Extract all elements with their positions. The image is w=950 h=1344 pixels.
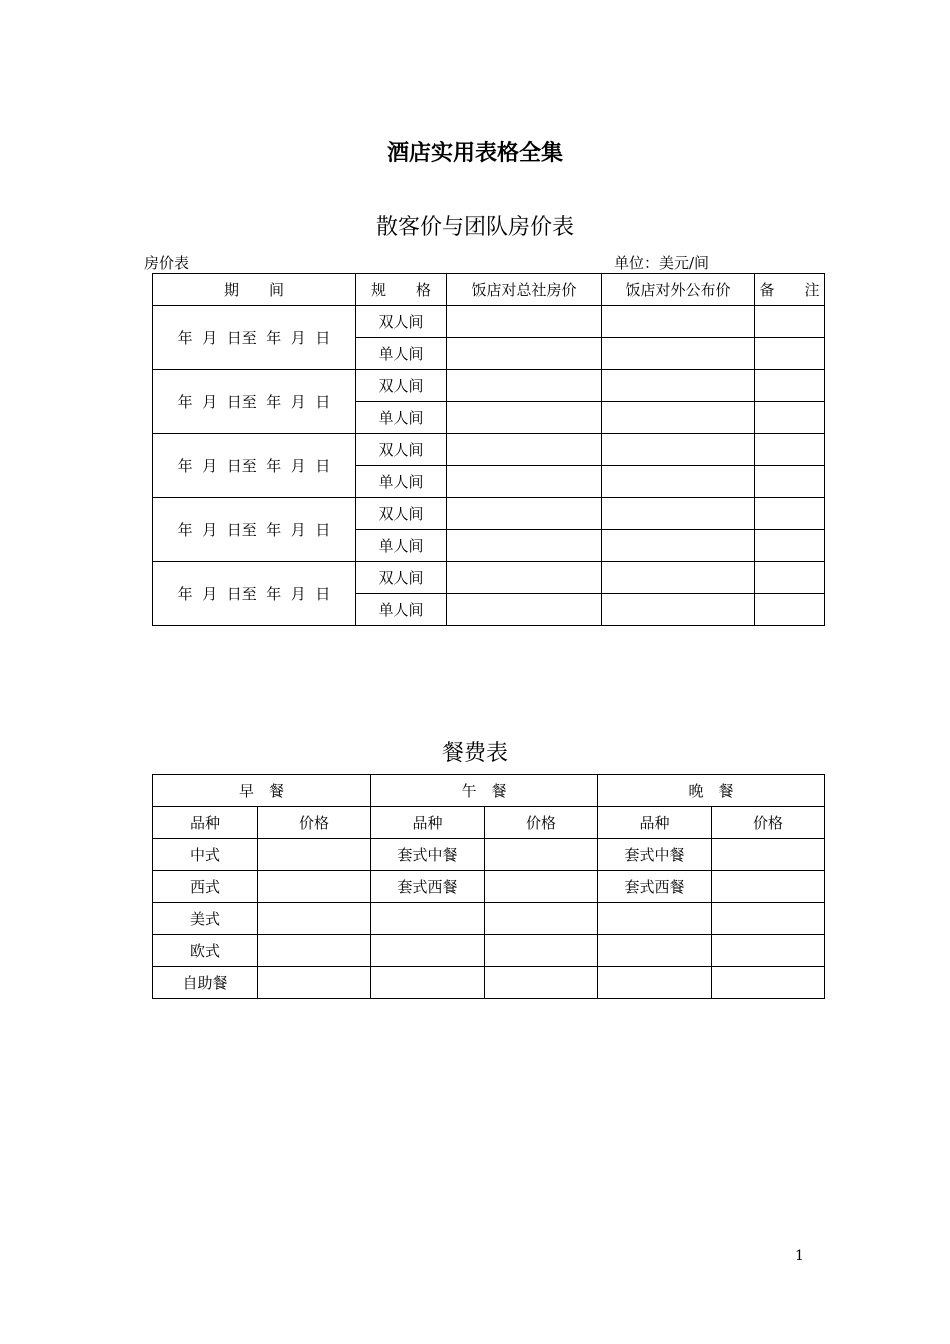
agency-rate-cell[interactable] [447,594,602,626]
breakfast-price-cell[interactable] [258,839,371,871]
subheader-price: 价格 [485,807,598,839]
published-rate-cell[interactable] [602,434,755,466]
lunch-price-cell[interactable] [485,871,598,903]
table-row [153,306,825,338]
header-remarks: 备 注 [755,274,825,306]
table-row [153,839,825,871]
period-cell[interactable]: 年 月 日至 年 月 日 [153,498,356,562]
room-type-cell: 双人间 [356,306,447,338]
room-type-cell: 单人间 [356,466,447,498]
meal-fee-table [152,774,825,999]
header-breakfast: 早 餐 [153,775,371,807]
meal-header-row [153,775,825,807]
breakfast-item-cell: 美式 [153,903,258,935]
remarks-cell[interactable] [755,530,825,562]
dinner-item-cell[interactable] [598,903,712,935]
room-type-cell: 单人间 [356,530,447,562]
lunch-item-cell: 套式中餐 [371,839,485,871]
breakfast-item-cell: 欧式 [153,935,258,967]
dinner-item-cell[interactable] [598,967,712,999]
remarks-cell[interactable] [755,434,825,466]
agency-rate-cell[interactable] [447,306,602,338]
meal-table-title: 餐费表 [441,741,508,766]
room-type-cell: 双人间 [356,498,447,530]
table-row [153,370,825,402]
published-rate-cell[interactable] [602,370,755,402]
room-rate-header-row [153,274,825,306]
breakfast-item-cell: 自助餐 [153,967,258,999]
subheader-price: 价格 [258,807,371,839]
lunch-item-cell[interactable] [371,967,485,999]
table-row [153,935,825,967]
remarks-cell[interactable] [755,370,825,402]
dinner-item-cell: 套式中餐 [598,839,712,871]
room-rate-table-title: 散客价与团队房价表 [375,215,574,240]
agency-rate-cell[interactable] [447,562,602,594]
published-rate-cell[interactable] [602,562,755,594]
breakfast-price-cell[interactable] [258,935,371,967]
dinner-price-cell[interactable] [712,903,825,935]
remarks-cell[interactable] [755,338,825,370]
room-rate-caption: 房价表 [144,254,190,272]
remarks-cell[interactable] [755,306,825,338]
lunch-item-cell: 套式西餐 [371,871,485,903]
header-agency-rate: 饭店对总社房价 [447,274,602,306]
lunch-price-cell[interactable] [485,839,598,871]
header-period: 期 间 [153,274,356,306]
subheader-price: 价格 [712,807,825,839]
published-rate-cell[interactable] [602,338,755,370]
agency-rate-cell[interactable] [447,370,602,402]
lunch-item-cell[interactable] [371,935,485,967]
document-title: 酒店实用表格全集 [386,140,563,166]
room-type-cell: 双人间 [356,370,447,402]
published-rate-cell[interactable] [602,402,755,434]
breakfast-price-cell[interactable] [258,871,371,903]
published-rate-cell[interactable] [602,306,755,338]
remarks-cell[interactable] [755,402,825,434]
lunch-price-cell[interactable] [485,935,598,967]
table-row [153,434,825,466]
lunch-price-cell[interactable] [485,903,598,935]
page-number: 1 [795,1248,804,1264]
subheader-item: 品种 [153,807,258,839]
lunch-item-cell[interactable] [371,903,485,935]
agency-rate-cell[interactable] [447,530,602,562]
meal-subheader-row [153,807,825,839]
subheader-item: 品种 [371,807,485,839]
room-type-cell: 单人间 [356,338,447,370]
period-cell[interactable]: 年 月 日至 年 月 日 [153,306,356,370]
breakfast-price-cell[interactable] [258,903,371,935]
period-cell[interactable]: 年 月 日至 年 月 日 [153,434,356,498]
agency-rate-cell[interactable] [447,498,602,530]
period-cell[interactable]: 年 月 日至 年 月 日 [153,562,356,626]
dinner-price-cell[interactable] [712,871,825,903]
dinner-item-cell[interactable] [598,935,712,967]
agency-rate-cell[interactable] [447,466,602,498]
remarks-cell[interactable] [755,562,825,594]
unit-caption: 单位：美元/间 [614,254,710,272]
table-row [153,498,825,530]
header-lunch: 午 餐 [371,775,598,807]
header-dinner: 晚 餐 [598,775,825,807]
agency-rate-cell[interactable] [447,402,602,434]
table-row [153,562,825,594]
published-rate-cell[interactable] [602,594,755,626]
table-row [153,903,825,935]
dinner-item-cell: 套式西餐 [598,871,712,903]
table-row [153,871,825,903]
remarks-cell[interactable] [755,466,825,498]
published-rate-cell[interactable] [602,530,755,562]
dinner-price-cell[interactable] [712,967,825,999]
remarks-cell[interactable] [755,594,825,626]
table-row [153,967,825,999]
remarks-cell[interactable] [755,498,825,530]
breakfast-item-cell: 西式 [153,871,258,903]
room-type-cell: 双人间 [356,434,447,466]
lunch-price-cell[interactable] [485,967,598,999]
published-rate-cell[interactable] [602,466,755,498]
breakfast-price-cell[interactable] [258,967,371,999]
room-type-cell: 单人间 [356,402,447,434]
room-rate-table [152,273,825,626]
subheader-item: 品种 [598,807,712,839]
dinner-price-cell[interactable] [712,935,825,967]
agency-rate-cell[interactable] [447,338,602,370]
room-type-cell: 单人间 [356,594,447,626]
breakfast-item-cell: 中式 [153,839,258,871]
dinner-price-cell[interactable] [712,839,825,871]
agency-rate-cell[interactable] [447,434,602,466]
header-room-type: 规 格 [356,274,447,306]
room-type-cell: 双人间 [356,562,447,594]
header-published-rate: 饭店对外公布价 [602,274,755,306]
published-rate-cell[interactable] [602,498,755,530]
period-cell[interactable]: 年 月 日至 年 月 日 [153,370,356,434]
